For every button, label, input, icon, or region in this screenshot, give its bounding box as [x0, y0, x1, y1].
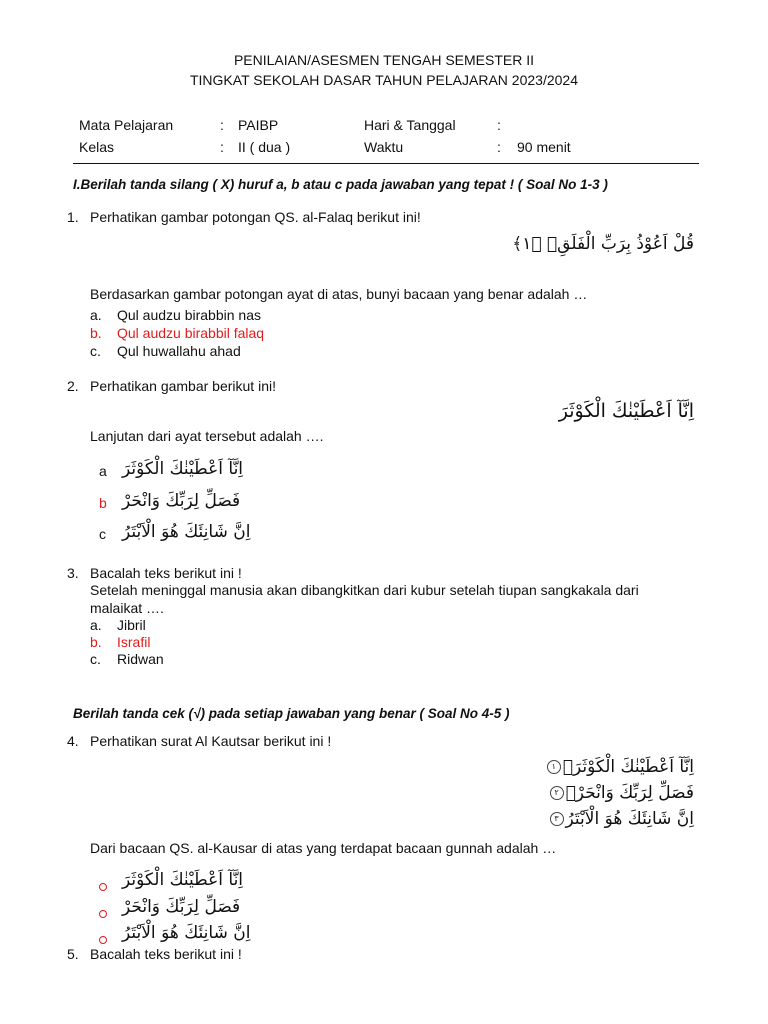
verse-number-icon: ٢ [550, 786, 564, 800]
q2-text: Perhatikan gambar berikut ini! [90, 378, 276, 394]
q2-option-b-letter: b [99, 495, 107, 511]
verse-number-icon: ٣ [550, 812, 564, 826]
verse-number-icon: ١ [547, 760, 561, 774]
time-colon: : [497, 139, 501, 155]
q4-option-3-arabic: اِنَّ شَانِئَكَ هُوَ الْاَبْتَرُ [122, 923, 251, 943]
q4-option-2-bullet[interactable] [99, 905, 107, 921]
q2-option-c-letter: c [99, 526, 106, 542]
time-value: 90 menit [517, 139, 571, 155]
q2-number: 2. [67, 378, 79, 394]
exam-title-line1: PENILAIAN/ASESMEN TENGAH SEMESTER II [233, 52, 535, 68]
subject-label: Mata Pelajaran [79, 117, 174, 133]
q3-option-c-text: Ridwan [117, 651, 164, 667]
q4-option-1-bullet[interactable] [99, 878, 107, 894]
q3-option-a-text: Jibril [117, 617, 146, 633]
exam-title-line2: TINGKAT SEKOLAH DASAR TAHUN PELAJARAN 2023/2024 [189, 72, 578, 88]
q1-option-b: b. [90, 325, 102, 341]
q2-arabic-verse: اِنَّآ اَعْطَيْنٰكَ الْكَوْثَرَ [558, 400, 694, 422]
q5-number: 5. [67, 946, 79, 962]
q1-number: 1. [67, 209, 79, 225]
q4-number: 4. [67, 733, 79, 749]
q4-option-1-arabic: اِنَّآ اَعْطَيْنٰكَ الْكَوْثَرَ [122, 870, 244, 890]
q1-prompt: Berdasarkan gambar potongan ayat di atas, bunyi bacaan yang benar adalah … [90, 286, 588, 302]
q3-option-c: c. [90, 651, 101, 667]
q1-option-c: c. [90, 343, 101, 359]
q3-number: 3. [67, 565, 79, 581]
q1-text: Perhatikan gambar potongan QS. al-Falaq berikut ini! [90, 209, 421, 225]
q2-option-a-letter: a [99, 463, 107, 479]
q3-option-a: a. [90, 617, 102, 633]
q1-option-b-text: Qul audzu birabbil falaq [117, 325, 265, 341]
q1-arabic-verse: قُلْ اَعُوْذُ بِرَبِّ الْفَلَقِۙ ﴿١﴾ [512, 234, 694, 254]
radio-circle-icon[interactable] [99, 910, 107, 918]
day-colon: : [497, 117, 501, 133]
q1-option-c-text: Qul huwallahu ahad [117, 343, 241, 359]
q1-option-a: a. [90, 307, 102, 323]
q3-option-b: b. [90, 634, 102, 650]
q4-option-3-bullet[interactable] [99, 931, 107, 947]
q4-verse-1: اِنَّآ اَعْطَيْنٰكَ الْكَوْثَرَۗ١ [545, 757, 694, 777]
subject-value: PAIBP [238, 117, 279, 133]
q4-prompt: Dari bacaan QS. al-Kausar di atas yang terdapat bacaan gunnah adalah … [90, 840, 557, 856]
q4-text: Perhatikan surat Al Kautsar berikut ini ! [90, 733, 332, 749]
header-divider [73, 163, 699, 164]
radio-circle-icon[interactable] [99, 883, 107, 891]
q4-option-2-arabic: فَصَلِّ لِرَبِّكَ وَانْحَرْ [122, 897, 241, 917]
class-colon: : [220, 139, 224, 155]
q5-text: Bacalah teks berikut ini ! [90, 946, 242, 962]
q3-body-line2: malaikat …. [90, 600, 164, 616]
section2-instruction: Berilah tanda cek (√) pada setiap jawaban yang benar ( Soal No 4-5 ) [73, 706, 510, 721]
q2-option-b-arabic: فَصَلِّ لِرَبِّكَ وَانْحَرْ [122, 491, 241, 511]
q3-option-b-text: Israfil [117, 634, 151, 650]
time-label: Waktu [364, 139, 404, 155]
subject-colon: : [220, 117, 224, 133]
q4-verse-3: اِنَّ شَانِئَكَ هُوَ الْاَبْتَرُ٣ [548, 809, 694, 829]
q2-prompt: Lanjutan dari ayat tersebut adalah …. [90, 428, 324, 444]
q4-verse-2: فَصَلِّ لِرَبِّكَ وَانْحَرْۗ٢ [548, 783, 694, 803]
section1-instruction: I.Berilah tanda silang ( X) huruf a, b atau c pada jawaban yang tepat ! ( Soal No 1-3 ) [73, 177, 608, 192]
day-label: Hari & Tanggal [364, 117, 456, 133]
q2-option-c-arabic: اِنَّ شَانِئَكَ هُوَ الْاَبْتَرُ [122, 522, 251, 542]
class-value: II ( dua ) [238, 139, 291, 155]
radio-circle-icon[interactable] [99, 936, 107, 944]
q1-option-a-text: Qul audzu birabbin nas [117, 307, 261, 323]
q3-text: Bacalah teks berikut ini ! [90, 565, 242, 581]
q2-option-a-arabic: اِنَّآ اَعْطَيْنٰكَ الْكَوْثَرَ [122, 459, 244, 479]
class-label: Kelas [79, 139, 115, 155]
q3-body-line1: Setelah meninggal manusia akan dibangkitkan dari kubur setelah tiupan sangkakala dari [90, 582, 639, 598]
